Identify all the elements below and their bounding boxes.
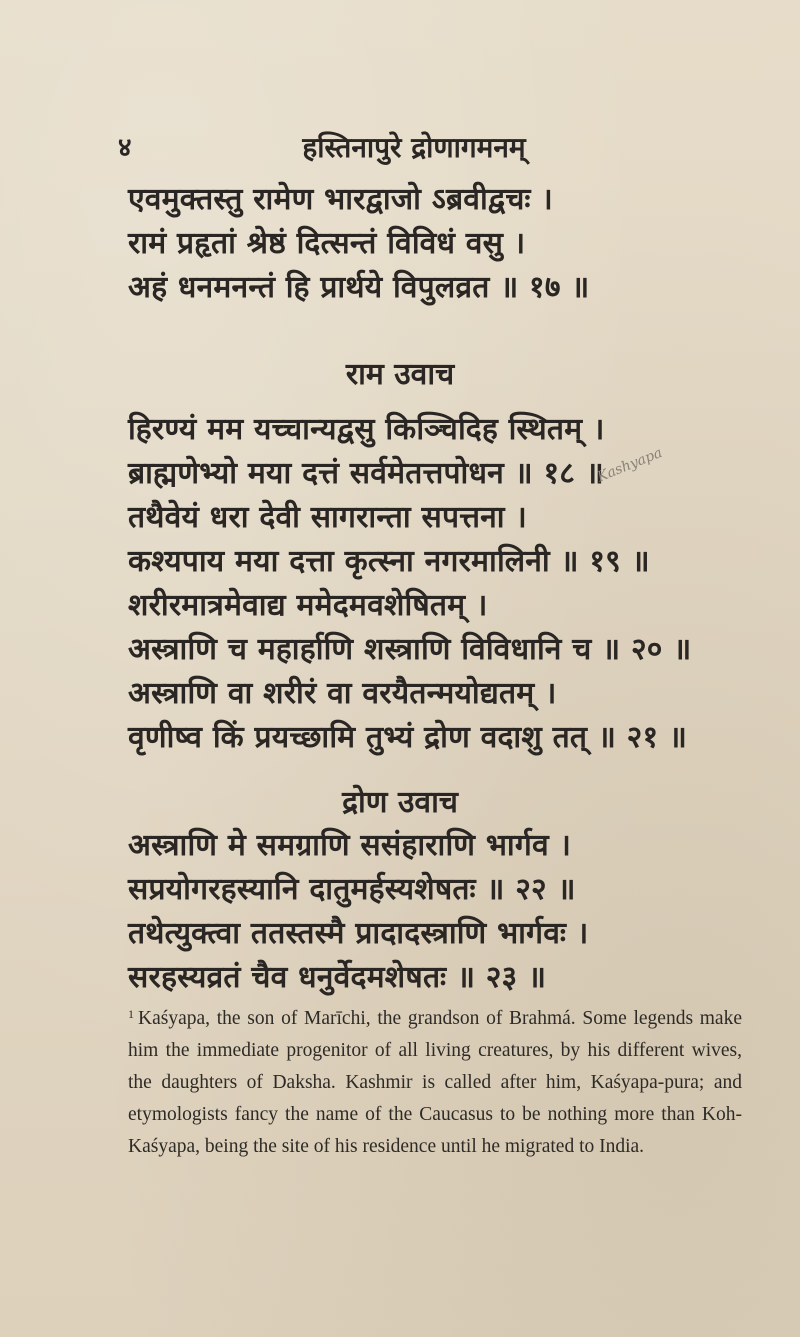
verse-line: अस्त्राणि च महार्हाणि शस्त्राणि विविधानि च ॥ २० ॥ <box>128 632 692 667</box>
stanza-c <box>128 824 740 1000</box>
verse-line: तथेत्युक्त्वा ततस्तस्मै प्रादादस्त्राणि भार्गवः । <box>128 916 589 951</box>
speaker-heading-rama: राम उवाच <box>345 357 455 392</box>
verse-line: सप्रयोगरहस्यानि दातुमर्हस्यशेषतः ॥ २२ ॥ <box>128 872 576 907</box>
verse-line: रामं प्रहृतां श्रेष्ठं दित्सन्तं विविधं वसु । <box>128 226 526 261</box>
footnote <box>128 998 742 1163</box>
verse-line: अस्त्राणि मे समग्राणि ससंहाराणि भार्गव । <box>128 828 572 863</box>
running-title: हस्तिनापुरे द्रोणागमनम् <box>302 131 526 164</box>
verse-line: सरहस्यव्रतं चैव धनुर्वेदमशेषतः ॥ २३ ॥ <box>128 960 547 995</box>
verse-line: तथैवेयं धरा देवी सागरान्ता सपत्तना । <box>128 500 527 535</box>
stanza-a <box>128 178 740 310</box>
footnote-marker: 1 <box>128 1007 134 1021</box>
verse-line: कश्यपाय मया दत्ता कृत्स्ना नगरमालिनी ॥ १९ ॥ <box>128 544 650 579</box>
page-header <box>118 128 670 168</box>
verse-line: एवमुक्तस्तु रामेण भारद्वाजो ऽब्रवीद्वचः । <box>128 182 553 217</box>
verse-line: शरीरमात्रमेवाद्य ममेदमवशेषितम् । <box>128 588 488 623</box>
verse-line: वृणीष्व किं प्रयच्छामि तुभ्यं द्रोण वदाशु तत् ॥ २१ ॥ <box>128 720 688 755</box>
verse-line: हिरण्यं मम यच्चान्यद्वसु किञ्चिदिह स्थितम् । <box>128 412 605 447</box>
verse-line: ब्राह्मणेभ्यो मया दत्तं सर्वमेतत्तपोधन ॥ १८ ॥ <box>128 456 604 491</box>
speaker-heading-drona: द्रोण उवाच <box>342 785 458 820</box>
verse-line: अस्त्राणि वा शरीरं वा वरयैतन्मयोद्यतम् । <box>128 676 557 711</box>
footnote-text: Kaśyapa, the son of Marīchi, the grandson of Brahmá. Some legends make him the immediate progenitor of all living creatures, by his different wives, the daughters of Daksha. Kashmir is called after him, Kaśyapa-pura; and etymologists fancy the name of the Caucasus to be nothing more than Koh-Kaśyapa, being the site of his residence until he migrated to India. <box>128 1008 742 1157</box>
verse-line: अहं धनमनन्तं हि प्रार्थये विपुलव्रत ॥ १७ ॥ <box>128 270 590 305</box>
pencil-margin-note: Kashyapa <box>595 444 665 486</box>
page-number: ४ <box>118 133 132 163</box>
